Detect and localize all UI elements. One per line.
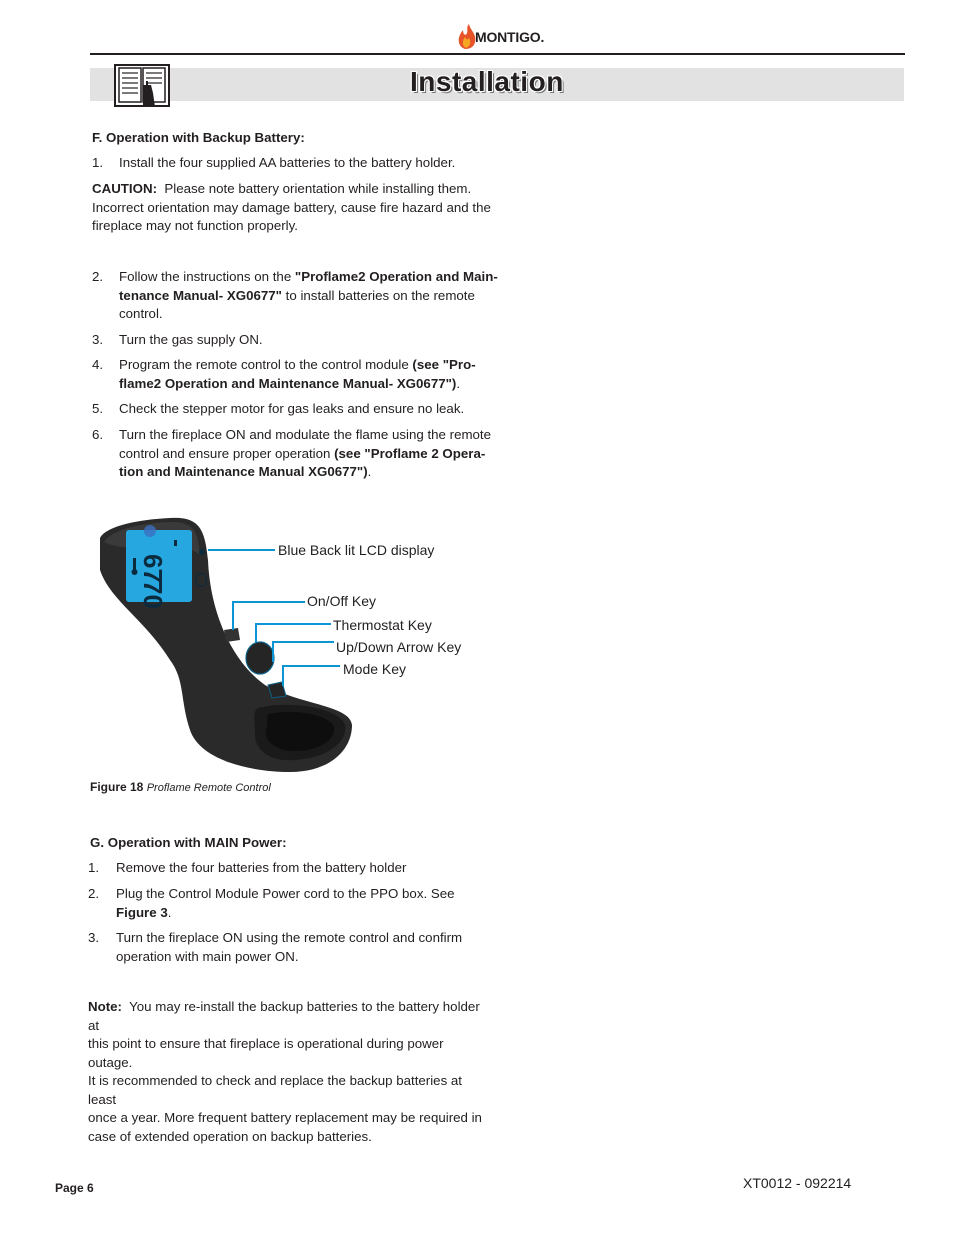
manual-reference: (see "Pro- [412, 357, 476, 372]
flame-level-icon [174, 540, 177, 546]
step-text: Turn the fireplace ON using the remote control and confirm [116, 930, 463, 945]
lcd-temp-top: 67 [138, 554, 168, 583]
manual-reference: (see "Proflame 2 Opera- [334, 445, 486, 461]
f-step-4 [92, 356, 492, 394]
thermostat-callout-line [256, 624, 331, 642]
g-step-1 [88, 859, 488, 878]
mode-callout-line [283, 666, 340, 686]
note-label: Note: [88, 999, 122, 1014]
on-off-key[interactable] [224, 628, 240, 642]
manual-reference: tenance Manual- XG0677" [119, 287, 282, 303]
caution-line: fireplace may not function properly. [92, 218, 298, 233]
step-number: 4. [92, 357, 104, 372]
step-number: 2. [88, 886, 100, 901]
thermometer-icon [133, 558, 136, 570]
note-line: case of extended operation on backup batteries. [88, 1128, 372, 1144]
step-text: Install the four supplied AA batteries to the battery holder. [119, 155, 456, 170]
step-number: 3. [88, 930, 100, 945]
step-text: to install batteries on the remote [281, 287, 475, 303]
callout-label-onoff: On/Off Key [307, 593, 376, 609]
callout-lines [208, 542, 461, 686]
step-text: Check the stepper motor for gas leaks and ensure no leak. [119, 401, 465, 416]
step-text: . [167, 904, 172, 920]
note-line: You may re-install the backup batteries to the battery holder at [88, 999, 480, 1033]
step-text: Program the remote control to the control module [119, 357, 413, 372]
logo-badge-icon [144, 525, 156, 537]
note-line: this point to ensure that fireplace is operational during power outage. [88, 1036, 444, 1070]
header-rule [90, 53, 905, 55]
lcd-temp-bottom: 70 [138, 580, 168, 609]
fan-icon [199, 549, 205, 555]
f-step-5 [92, 400, 492, 419]
manual-reference: flame2 Operation and Maintenance Manual- XG0677") [119, 375, 457, 391]
step-text: Turn the gas supply ON. [119, 332, 263, 347]
g-step-3 [88, 929, 488, 967]
brand-name: MONTIGO. [475, 29, 545, 45]
thermostat-key[interactable] [246, 642, 274, 674]
callout-label-lcd: Blue Back lit LCD display [278, 542, 435, 558]
montigo-logo [455, 24, 555, 52]
step-text: . [367, 464, 372, 479]
step-text: Plug the Control Module Power cord to the PPO box. See [116, 886, 455, 901]
onoff-callout-line [233, 602, 305, 630]
figure-title: Proflame Remote Control [146, 782, 271, 794]
step-number: 1. [92, 155, 104, 170]
callout-label-updown: Up/Down Arrow Key [336, 639, 462, 655]
manual-reference: tion and Maintenance Manual XG0677") [119, 464, 368, 479]
document-code: XT0012 - 092214 [743, 1175, 852, 1191]
figure-caption [90, 778, 271, 798]
caution-block [92, 180, 492, 236]
step-number: 6. [92, 427, 104, 442]
step-text: control. [119, 306, 163, 321]
caution-line: Incorrect orientation may damage battery, cause fire hazard and the [92, 199, 491, 215]
f-step-6 [92, 426, 492, 482]
updown-callout-line [273, 642, 334, 662]
step-number: 3. [92, 332, 104, 347]
step-text: Follow the instructions on the [119, 269, 295, 284]
step-number: 1. [88, 860, 100, 875]
step-text: Turn the fireplace ON and modulate the flame using the remote [119, 427, 492, 442]
section-title: Installation [410, 66, 564, 97]
step-text: Remove the four batteries from the battery holder [116, 860, 407, 875]
note-line: It is recommended to check and replace the backup batteries at least [88, 1073, 463, 1107]
remote-control-figure [90, 510, 490, 780]
f-step-2 [92, 268, 498, 324]
f-step-3 [92, 331, 492, 350]
callout-label-mode: Mode Key [343, 661, 407, 677]
page-number: Page 6 [55, 1181, 94, 1195]
g-step-2 [88, 885, 488, 923]
note-block [88, 998, 488, 1146]
caution-line: Please note battery orientation while installing them. [164, 181, 472, 196]
step-text: operation with main power ON. [116, 948, 299, 964]
section-f-heading: F. Operation with Backup Battery: [92, 130, 305, 145]
figure-reference: Figure 3 [116, 904, 168, 920]
step-number: 2. [92, 269, 104, 284]
step-text: . [456, 375, 461, 391]
section-g-heading: G. Operation with MAIN Power: [90, 835, 287, 850]
step-text: control and ensure proper operation [119, 445, 335, 461]
thermometer-bulb [132, 569, 138, 575]
manual-reference: "Proflame2 Operation and Main- [294, 269, 498, 284]
callout-label-thermostat: Thermostat Key [333, 617, 432, 633]
manual-book-icon [113, 63, 171, 110]
note-line: once a year. More frequent battery replacement may be required in [88, 1110, 482, 1125]
figure-label: Figure 18 [90, 780, 144, 794]
f-step-1 [92, 154, 492, 173]
step-number: 5. [92, 401, 104, 416]
caution-label: CAUTION: [92, 181, 157, 196]
